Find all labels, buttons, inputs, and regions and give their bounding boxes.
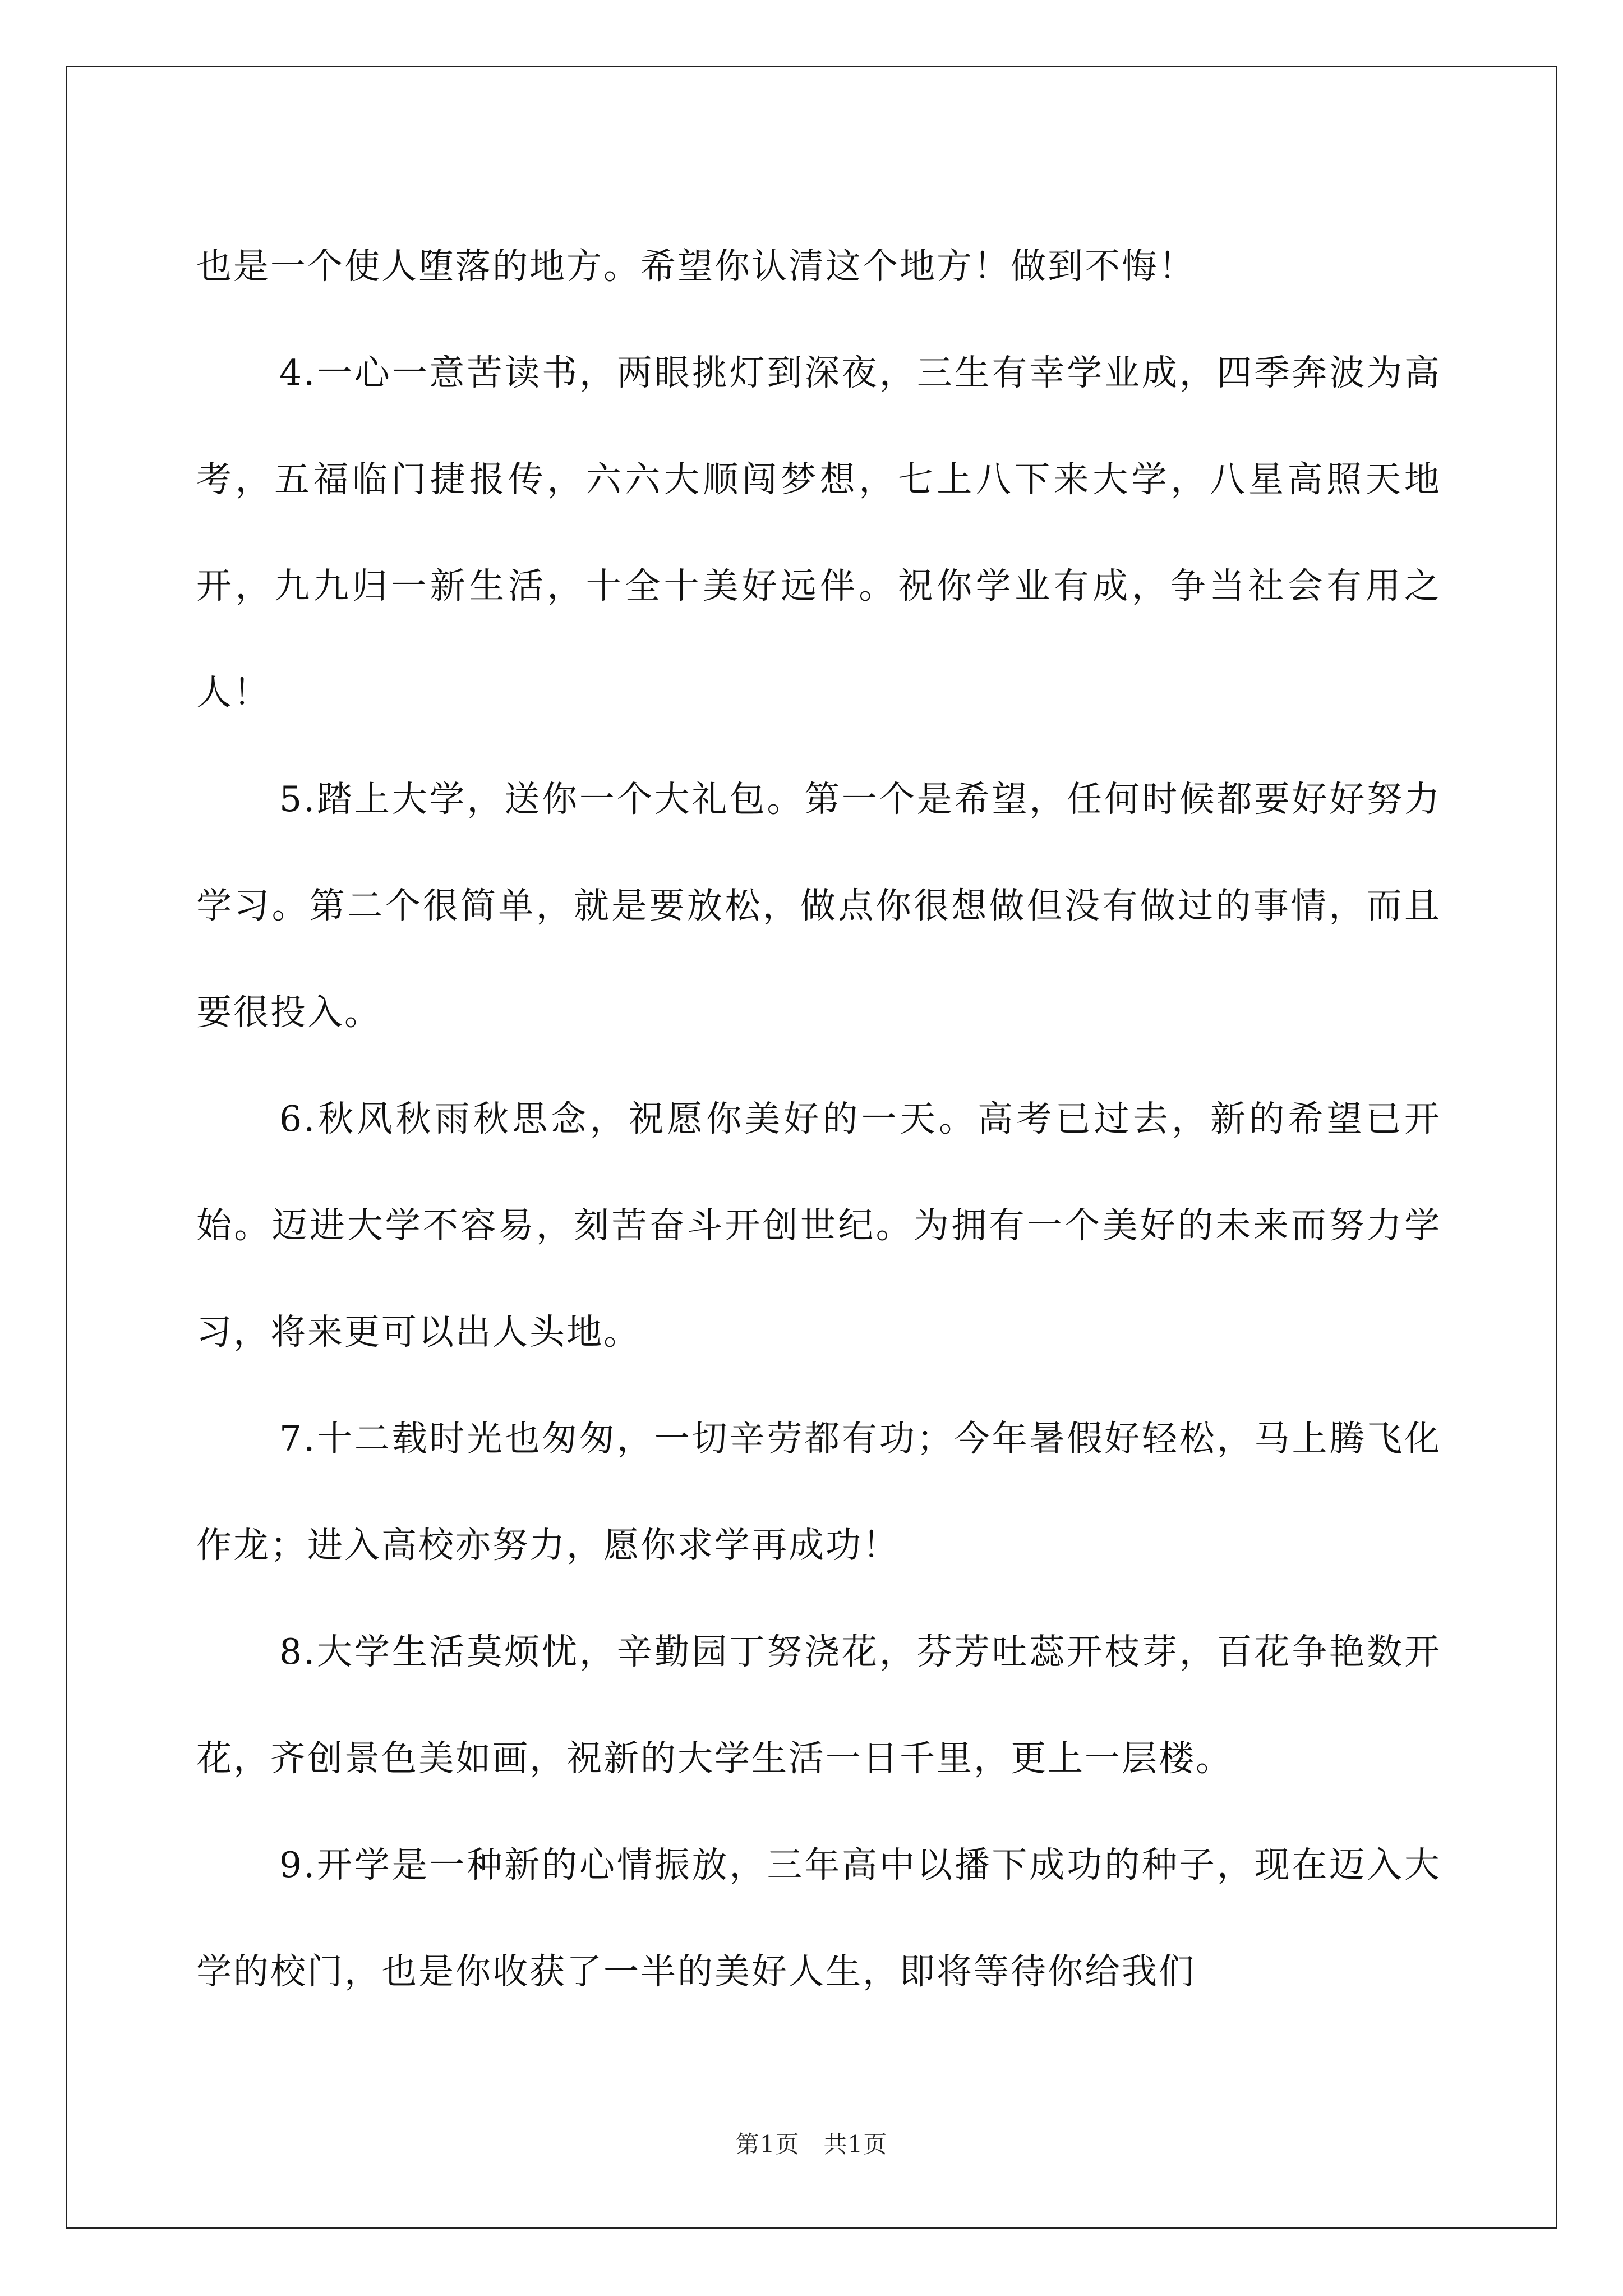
paragraph-item-5: 5.踏上大学，送你一个大礼包。第一个是希望，任何时候都要好好努力学习。第二个很简单，就是要放松，做点你很想做但没有做过的事情，而且要很投入。	[196, 779, 1441, 1033]
paragraph-item-9: 9.开学是一种新的心情振放，三年高中以播下成功的种子，现在迈入大学的校门，也是你收获了一半的美好人生，即将等待你给我们	[196, 1844, 1441, 1992]
paragraph-item-6: 6.秋风秋雨秋思念，祝愿你美好的一天。高考已过去，新的希望已开始。迈进大学不容易，刻苦奋斗开创世纪。为拥有一个美好的未来而努力学习，将来更可以出人头地。	[196, 1098, 1441, 1352]
page-footer: 第1页 共1页	[735, 2131, 888, 2158]
paragraph-item-8: 8.大学生活莫烦忧，辛勤园丁努浇花，芬芳吐蕊开枝芽，百花争艳数开花，齐创景色美如画，祝新的大学生活一日千里，更上一层楼。	[196, 1631, 1441, 1779]
paragraph-item-7: 7.十二载时光也匆匆，一切辛劳都有功；今年暑假好轻松，马上腾飞化作龙；进入高校亦努力，愿你求学再成功！	[196, 1418, 1441, 1566]
paragraph-continuation: 也是一个使人堕落的地方。希望你认清这个地方！做到不悔！	[196, 246, 1196, 287]
document-body	[196, 213, 1441, 2025]
paragraph-item-4: 4.一心一意苦读书，两眼挑灯到深夜，三生有幸学业成，四季奔波为高考，五福临门捷报传，六六大顺闯梦想，七上八下来大学，八星高照天地开，九九归一新生活，十全十美好远伴。祝你学业有成，争当社会有用之人！	[196, 352, 1441, 713]
